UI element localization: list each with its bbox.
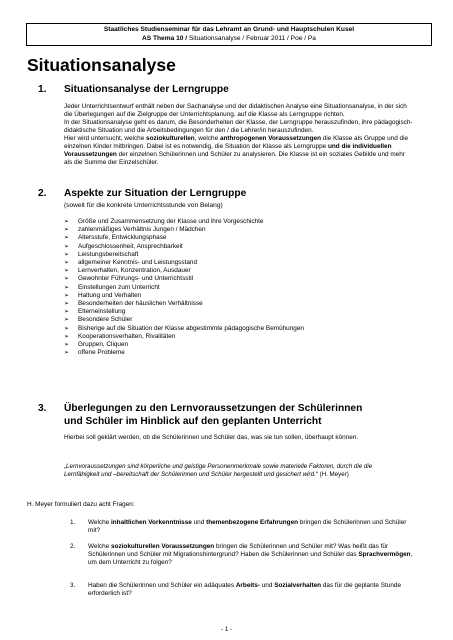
section-2-heading [38,188,246,201]
text-run: das für die geplante Stunde erforderlich ist? [88,582,402,597]
arrow-bullet-icon: ➢ [64,333,70,340]
text-run: bringen die Schülerinnen und Schüler mit? [88,519,407,534]
arrow-bullet-icon: ➢ [64,292,70,299]
arrow-bullet-icon: ➢ [64,268,70,275]
arrow-bullet-icon: ➢ [64,309,70,316]
question-1 [70,519,420,535]
arrow-bullet-icon: ➢ [64,235,70,242]
section-1-paragraph-3 [64,135,414,167]
arrow-bullet-icon: ➢ [64,276,70,283]
page-title: Situationsanalyse [27,55,176,75]
emphasis: inhaltlichen Vorkenntnisse [110,519,192,526]
section-3-title-line-1: Überlegungen zu den Lernvoraussetzungen der Schülerinnen [64,403,363,414]
emphasis: und die individuellen Voraussetzungen [64,143,392,158]
section-1-heading [38,84,229,97]
aspect-list-item [64,275,304,283]
aspect-text: Besonderheiten der häuslichen Verhältnisse [78,300,203,308]
aspect-list-item [64,316,304,324]
aspect-list-item [64,267,304,275]
aspect-list-item [64,341,304,349]
question-number: 3. [70,582,76,589]
emphasis: Sprachvermögen [358,551,411,558]
text-run: , welche [194,135,220,142]
section-3-heading [38,403,362,428]
text-run: , um dem Unterricht zu folgen? [88,551,413,566]
text-run: Welche [88,519,111,526]
section-1-paragraph-1: Jeder Unterrichtsentwurf enthält neben der Sachanalyse und der didaktischen Analyse eine Situationsanalyse, in der sich die Überlegungen auf die Zielgruppe der Unterrichtsplanung, auf die Klasse als Lerngruppe richten. [64,103,407,118]
emphasis: Sozialverhalten [274,582,322,589]
aspect-list-item [64,308,304,316]
arrow-bullet-icon: ➢ [64,284,70,291]
header-line-1: Staatliches Studienseminar für das Lehramt an Grund- und Hauptschulen Kusel [103,26,355,33]
aspect-list-item [64,226,304,234]
section-1-number: 1. [38,84,47,95]
aspect-text: Elterneinstellung [78,308,126,316]
emphasis: Arbeits- [235,582,260,589]
arrow-bullet-icon: ➢ [64,325,70,332]
arrow-bullet-icon: ➢ [64,219,70,225]
arrow-bullet-icon: ➢ [64,251,70,258]
aspect-text: Leistungsbereitschaft [78,250,139,258]
quote-author: (H. Meyer) [317,471,349,478]
aspect-list-item [64,259,304,267]
section-3-number: 3. [38,403,47,414]
aspect-text: Gruppen, Cliquen [78,341,129,349]
header-line-2 [27,35,431,44]
text-run: Welche [88,543,111,550]
aspect-list-item [64,251,304,259]
seminar-header [26,23,432,46]
aspect-text: Besondere Schüler [78,316,133,324]
aspects-list [64,218,304,357]
arrow-bullet-icon: ➢ [64,350,70,357]
section-3-title-line-2: und Schüler im Hinblick auf den geplanten Unterricht [64,415,322,427]
arrow-bullet-icon: ➢ [64,227,70,234]
aspect-text: zahlenmäßiges Verhältnis Jungen / Mädchen [78,226,206,234]
aspect-text: Aufgeschlossenheit, Ansprechbarkeit [78,242,183,250]
emphasis: anthropogenen Voraussetzungen [219,135,322,142]
section-1-body [64,103,414,167]
section-2-title: Aspekte zur Situation der Lerngruppe [64,188,247,199]
text-run: und [191,519,207,526]
aspect-text: Größe und Zusammensetzung der Klasse und ihre Vorgeschichte [78,218,264,225]
question-number: 2. [70,543,76,550]
arrow-bullet-icon: ➢ [64,243,70,250]
section-1-paragraph-2: In der Situationsanalyse geht es darum, die Besonderheiten der Klasse, der Lerngruppe herauszufinden, ihre pädagogisch-didaktische Situation und die Arbeitsbedingungen für den / die Lehrer/in herauszufinden. [64,119,413,134]
emphasis: soziokulturellen Voraussetzungen [110,543,215,550]
aspect-list-item [64,349,304,357]
aspect-list-item [64,284,304,292]
arrow-bullet-icon: ➢ [64,301,70,308]
aspect-list-item [64,243,304,251]
aspect-text: Kooperationsverhalten, Rivalitäten [78,332,176,340]
text-run: Haben die Schülerinnen und Schüler ein adäquates [88,582,236,589]
text-run: bringen die Schülerinnen und Schüler mit? Was heißt das für Schülerinnen und Schüler mit Migrationshintergrund? Haben die Schülerinnen und Schüler das [88,543,389,558]
aspect-text: Haltung und Verhalten [78,291,142,299]
aspect-text: offene Probleme [78,349,125,357]
section-2-number: 2. [38,188,47,199]
emphasis: soziokulturellen [146,135,195,142]
aspect-list-item [64,333,304,341]
aspect-list-item [64,234,304,242]
text-run: Hier wird untersucht, welche [64,135,147,142]
text-run: der einzelnen Schülerinnen und Schüler zu analysieren. Die Klasse ist ein soziales Gebilde und mehr als die Summe der Einzelschüler. [64,151,405,166]
aspect-list-item [64,292,304,300]
section-3-intro: Hierbei soll geklärt werden, ob die Schülerinnen und Schüler das, was sie tun sollen, überhaupt können. [64,434,359,441]
text-run: und [259,582,275,589]
arrow-bullet-icon: ➢ [64,317,70,324]
header-topic: AS Thema 10 / [142,34,188,42]
aspect-text: Bisherige auf die Situation der Klasse abgestimmte pädagogische Bemühungen [78,324,304,332]
arrow-bullet-icon: ➢ [64,260,70,267]
aspect-text: Gewohnter Führungs- und Unterrichtsstil [78,275,194,283]
meyer-questions-intro: H. Meyer formuliert dazu acht Fragen: [27,501,135,508]
page-number: - 1 - [221,627,232,633]
question-3 [70,582,420,598]
aspect-list-item [64,300,304,308]
section-1-title: Situationsanalyse der Lerngruppe [64,84,229,95]
question-number: 1. [70,519,76,526]
aspect-text: Einstellungen zum Unterricht [78,283,160,291]
meyer-quote [64,463,409,479]
aspect-text: Lernverhalten, Konzentration, Ausdauer [78,267,191,275]
section-2-subheading: (soweit für die konkrete Unterrichtsstunde von Belang) [64,202,223,209]
arrow-bullet-icon: ➢ [64,342,70,349]
header-details: Situationsanalyse / Februar 2011 / Poe / Pa [187,34,316,42]
emphasis: themenbezogene Erfahrungen [206,519,299,526]
question-2 [70,543,420,567]
aspect-list-item [64,325,304,333]
aspect-text: allgemeiner Kenntnis- und Leistungsstand [78,259,198,267]
aspect-list-item [64,218,304,226]
aspect-text: Altersstufe, Entwicklungsphase [78,234,167,242]
text-run: die Klasse als Gruppe und die einzelnen Kinder mitbringen. Dabei ist es notwendig, die Situation der Klasse als Lerngruppe [64,135,409,150]
quote-text: „Lernvoraussetzungen sind körperliche und geistige Personenmerkmale sowie materielle Faktoren, durch die die Lernfähigkeit und –bereitschaft der Schülerinnen und Schüler hergestellt und gesichert wird.“ [64,463,373,478]
